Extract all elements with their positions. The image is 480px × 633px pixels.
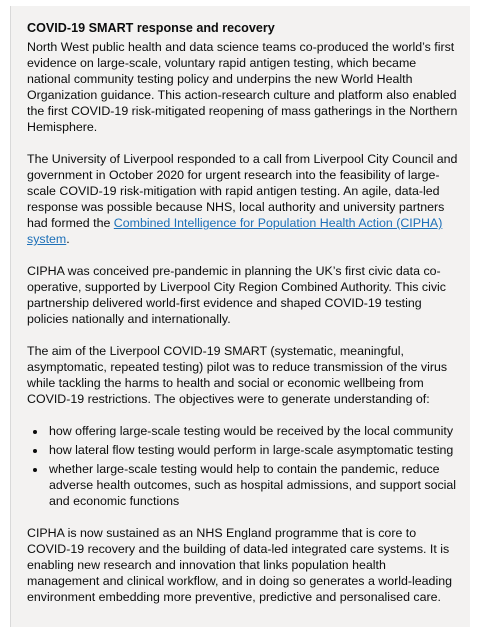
cipha-system-link[interactable]: Combined Intelligence for Population Health Action (CIPHA) system	[27, 216, 443, 246]
paragraph-cipha-origin: CIPHA was conceived pre-pandemic in planning the UK’s first civic data co-operative, supported by Liverpool City Region Combined Authority. This civic partnership delivered world-first evidence and shaped COVID-19 testing policies nationally and internationally.	[27, 264, 446, 326]
paragraph-cipha-sustained: CIPHA is now sustained as an NHS England programme that is core to COVID-19 recovery and the building of data-led integrated care systems. It is enabling new research and innovation that links population health management and clinical workflow, and in doing so generates a world-leading environment embedding more preventive, predictive and personalised care.	[27, 526, 452, 604]
section-title: COVID-19 SMART response and recovery	[27, 21, 275, 35]
paragraph-response	[27, 151, 460, 247]
case-study-panel	[10, 6, 470, 627]
paragraph-response-text: The University of Liverpool responded to a call from Liverpool City Council and government in October 2020 for urgent research into the feasibility of large-scale COVID-19 risk-mitigation with rapid antigen testing. An agile, data-led response was possible because NHS, local authority and university partners had formed the	[27, 152, 458, 230]
list-item: • whether large-scale testing would help to contain the pandemic, reduce adverse health outcomes, such as hospital admissions, and support social and economic functions	[47, 461, 460, 509]
paragraph-smart-aim: The aim of the Liverpool COVID-19 SMART (systematic, meaningful, asymptomatic, repeated testing) pilot was to reduce transmission of the virus while tackling the harms to health and social or economic wellbeing from COVID-19 restrictions. The objectives were to generate understanding of:	[27, 344, 448, 406]
paragraph-response-end: .	[66, 232, 70, 246]
list-item: • how lateral flow testing would perform in large-scale asymptomatic testing	[47, 442, 460, 458]
objectives-list	[27, 423, 460, 509]
list-item: • how offering large-scale testing would be received by the local community	[47, 423, 460, 439]
paragraph-evidence: North West public health and data science teams co-produced the world’s first evidence on large-scale, voluntary rapid antigen testing, which became national community testing policy and underpins the new World Health Organization guidance. This action-research culture and platform also enabled the first COVID-19 risk-mitigated reopening of mass gatherings in the Northern Hemisphere.	[27, 40, 458, 134]
